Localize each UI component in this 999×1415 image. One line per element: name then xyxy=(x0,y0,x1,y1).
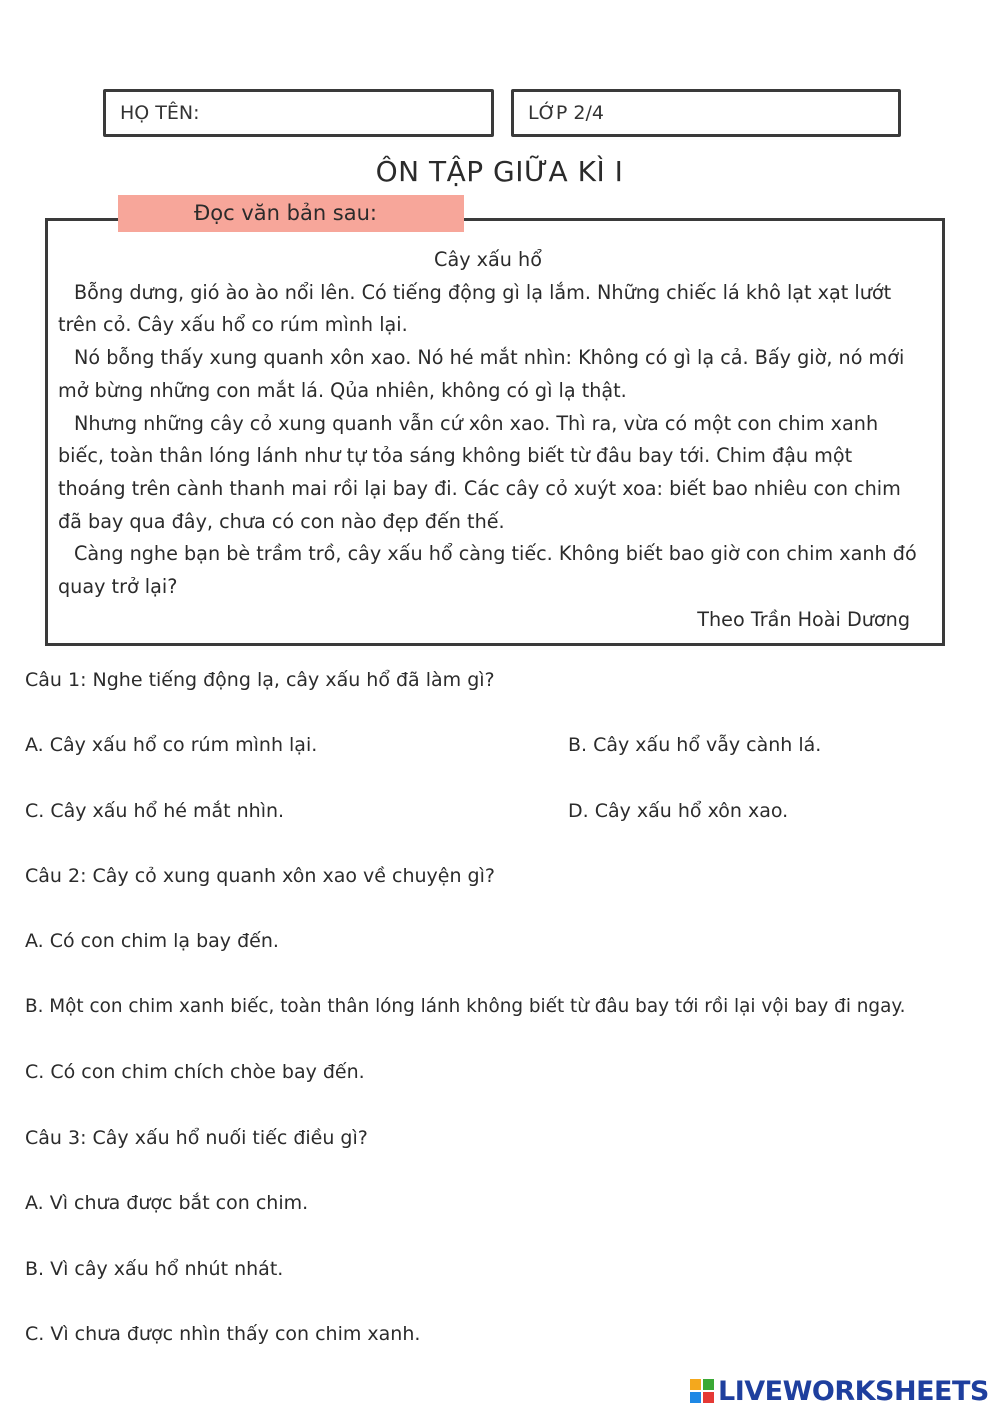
q1-option-b[interactable]: B. Cây xấu hổ vẫy cành lá. xyxy=(568,734,822,756)
q2-option-c[interactable]: C. Có con chim chích chòe bay đến. xyxy=(25,1061,365,1083)
question-2: Câu 2: Cây cỏ xung quanh xôn xao về chuyện gì? xyxy=(25,865,495,887)
q3-option-b[interactable]: B. Vì cây xấu hổ nhút nhát. xyxy=(25,1258,284,1280)
logo-square xyxy=(703,1392,714,1403)
q2-option-a[interactable]: A. Có con chim lạ bay đến. xyxy=(25,930,279,952)
passage-paragraph: Bỗng dưng, gió ào ào nổi lên. Có tiếng động gì lạ lắm. Những chiếc lá khô lạt xạt lướt trên cỏ. Cây xấu hổ co rúm mình lại. xyxy=(58,280,892,337)
logo-square xyxy=(690,1392,701,1403)
liveworksheets-logo xyxy=(690,1374,989,1408)
class-field xyxy=(511,89,901,137)
q1-option-a[interactable]: A. Cây xấu hổ co rúm mình lại. xyxy=(25,734,318,756)
class-label: LỚP 2/4 xyxy=(528,102,605,124)
passage-paragraph: Nhưng những cây cỏ xung quanh vẫn cứ xôn xao. Thì ra, vừa có một con chim xanh biếc, toàn thân lóng lánh như tự tỏa sáng không biết từ đâu bay tới. Chim đậu một thoáng trên cành thanh mai rồi lại bay đi. Các cây cỏ xuýt xoa: biết bao nhiêu con chim đã bay qua đây, chưa có con nào đẹp đến thế. xyxy=(58,411,901,533)
passage-title: Cây xấu hổ xyxy=(434,248,542,271)
name-label: HỌ TÊN: xyxy=(120,102,200,124)
liveworksheets-logo-text: LIVEWORKSHEETS xyxy=(718,1375,989,1407)
q2-option-b[interactable]: B. Một con chim xanh biếc, toàn thân lóng lánh không biết từ đâu bay tới rồi lại vội bay đi ngay. xyxy=(25,996,906,1017)
q1-option-c[interactable]: C. Cây xấu hổ hé mắt nhìn. xyxy=(25,800,285,822)
question-3: Câu 3: Cây xấu hổ nuối tiếc điều gì? xyxy=(25,1127,368,1149)
question-1: Câu 1: Nghe tiếng động lạ, cây xấu hổ đã làm gì? xyxy=(25,669,495,691)
logo-square xyxy=(703,1379,714,1390)
liveworksheets-logo-icon xyxy=(690,1379,714,1403)
q3-option-a[interactable]: A. Vì chưa được bắt con chim. xyxy=(25,1192,309,1214)
name-field[interactable] xyxy=(103,89,494,137)
passage-paragraph: Nó bỗng thấy xung quanh xôn xao. Nó hé mắt nhìn: Không có gì lạ cả. Bấy giờ, nó mới mở bừng những con mắt lá. Qủa nhiên, không có gì lạ thật. xyxy=(58,346,905,402)
passage-paragraph: Càng nghe bạn bè trầm trồ, cây xấu hổ càng tiếc. Không biết bao giờ con chim xanh đó quay trở lại? xyxy=(58,542,917,599)
logo-square xyxy=(690,1379,701,1390)
reading-passage xyxy=(58,244,918,636)
passage-author: Theo Trần Hoài Dương xyxy=(697,607,910,631)
worksheet-title: ÔN TẬP GIỮA KÌ I xyxy=(375,155,624,188)
reading-label: Đọc văn bản sau: xyxy=(118,195,464,232)
q3-option-c[interactable]: C. Vì chưa được nhìn thấy con chim xanh. xyxy=(25,1323,421,1345)
q1-option-d[interactable]: D. Cây xấu hổ xôn xao. xyxy=(568,800,789,822)
